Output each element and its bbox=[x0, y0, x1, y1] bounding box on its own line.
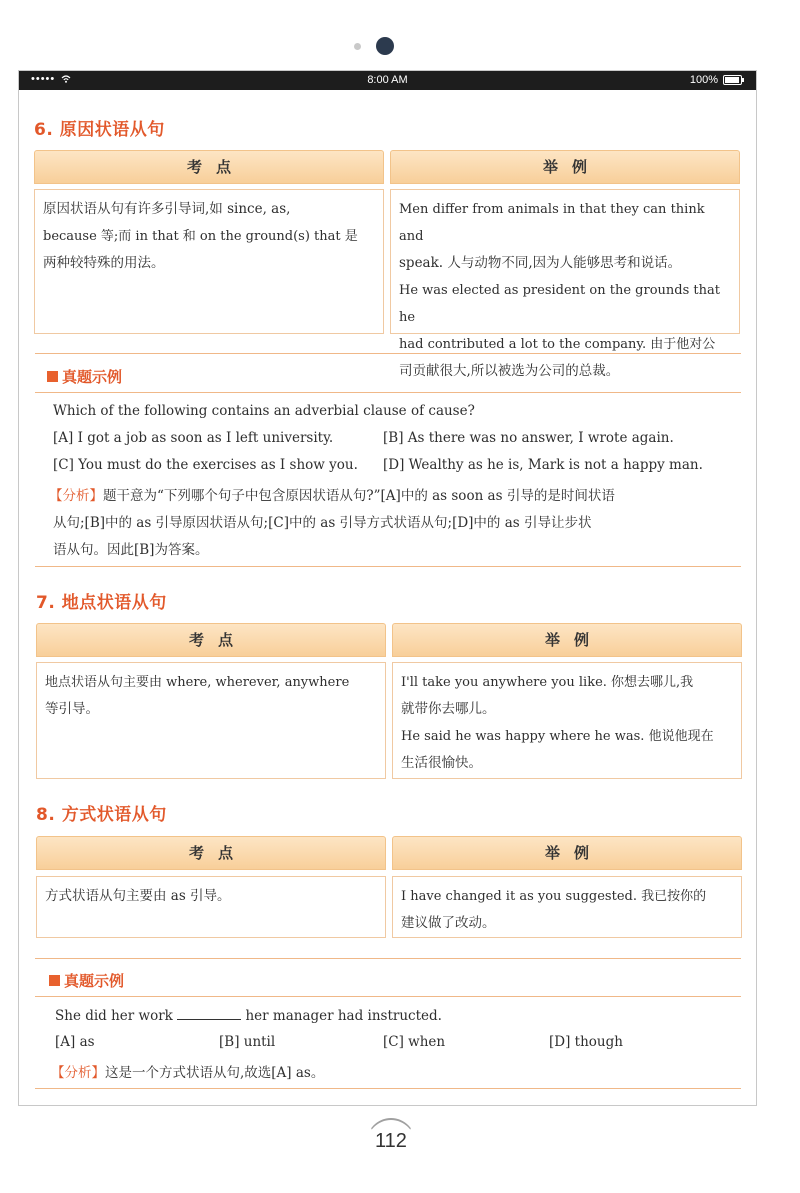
page-dot-active[interactable] bbox=[376, 37, 394, 55]
example-line: 就带你去哪儿。 bbox=[401, 701, 496, 717]
signal-dots: ••••• bbox=[31, 73, 56, 85]
exam-1-analysis-line-3: 语从句。因此[B]为答案。 bbox=[53, 542, 209, 558]
section-7-example-cell bbox=[392, 662, 742, 779]
exam-1-option-c: [C] You must do the exercises as I show you. bbox=[53, 457, 358, 473]
section-6-example-cell bbox=[390, 189, 740, 379]
section-6-title: 6. 原因状语从句 bbox=[34, 120, 165, 140]
example-line: 生活很愉快。 bbox=[401, 755, 482, 771]
exam-1-title-rule bbox=[35, 392, 741, 393]
device-frame bbox=[18, 70, 757, 1106]
section-7-point-cell bbox=[36, 662, 386, 779]
page-number-text: 112 bbox=[375, 1130, 407, 1152]
analysis-tag: 【分析】 bbox=[51, 1065, 105, 1081]
example-line: Men differ from animals in that they can think and bbox=[399, 202, 705, 244]
square-bullet-icon bbox=[49, 975, 60, 986]
section-6-example-header: 举例 bbox=[390, 150, 740, 184]
exam-1-option-b: [B] As there was no answer, I wrote again. bbox=[383, 430, 674, 446]
page-number bbox=[366, 1118, 416, 1168]
point-line: 等引导。 bbox=[45, 701, 99, 717]
point-line: because 等;而 in that 和 on the ground(s) that 是 bbox=[43, 229, 358, 244]
example-line: He was elected as president on the grounds that he bbox=[399, 283, 720, 325]
section-6-point-cell bbox=[34, 189, 384, 334]
section-7-title: 7. 地点状语从句 bbox=[36, 593, 167, 613]
exam-2-option-a: [A] as bbox=[55, 1034, 95, 1050]
section-8-example-cell bbox=[392, 876, 742, 938]
analysis-text: 题干意为“下列哪个句子中包含原因状语从句?”[A]中的 as soon as 引导的是时间状语 bbox=[103, 488, 615, 504]
exam-2-title-text: 真题示例 bbox=[64, 972, 125, 990]
section-8-point-header: 考点 bbox=[36, 836, 386, 870]
status-bar bbox=[19, 71, 756, 90]
square-bullet-icon bbox=[47, 371, 58, 382]
exam-2-analysis bbox=[51, 1061, 324, 1081]
section-6-point-header: 考点 bbox=[34, 150, 384, 184]
example-line: He said he was happy where he was. 他说他现在 bbox=[401, 729, 714, 744]
page-dot-inactive[interactable] bbox=[354, 43, 361, 50]
exam-2-option-b: [B] until bbox=[219, 1034, 276, 1050]
exam-2-option-d: [D] though bbox=[549, 1034, 623, 1050]
point-line: 两种较特殊的用法。 bbox=[43, 255, 165, 271]
point-line: 方式状语从句主要由 as 引导。 bbox=[45, 888, 231, 904]
example-line: I have changed it as you suggested. 我已按你的 bbox=[401, 889, 707, 904]
analysis-tag: 【分析】 bbox=[49, 488, 103, 504]
exam-2-option-c: [C] when bbox=[383, 1034, 446, 1050]
exam-1-question: Which of the following contains an adverbial clause of cause? bbox=[53, 403, 475, 419]
question-before-blank: She did her work bbox=[55, 1008, 173, 1024]
example-line: 司贡献很大,所以被选为公司的总裁。 bbox=[399, 363, 620, 379]
battery-status bbox=[690, 74, 742, 86]
exam-1-option-d: [D] Wealthy as he is, Mark is not a happy man. bbox=[383, 457, 703, 473]
answer-blank bbox=[177, 1007, 241, 1020]
section-8-title: 8. 方式状语从句 bbox=[36, 805, 167, 825]
analysis-text: 这是一个方式状语从句,故选[A] as。 bbox=[105, 1065, 325, 1081]
section-7-point-header: 考点 bbox=[36, 623, 386, 657]
example-line: had contributed a lot to the company. 由于他对公 bbox=[399, 337, 716, 352]
battery-icon bbox=[723, 75, 742, 85]
page-indicator[interactable] bbox=[354, 36, 404, 58]
exam-2-title bbox=[49, 970, 124, 991]
section-8-point-cell bbox=[36, 876, 386, 938]
exam-2-bottom-rule bbox=[35, 1088, 741, 1089]
exam-2-question bbox=[55, 1007, 442, 1024]
example-line: I'll take you anywhere you like. 你想去哪儿,我 bbox=[401, 675, 694, 690]
exam-1-title-text: 真题示例 bbox=[62, 368, 123, 386]
point-line: 地点状语从句主要由 where, wherever, anywhere bbox=[45, 675, 350, 690]
section-7-example-header: 举例 bbox=[392, 623, 742, 657]
exam-1-bottom-rule bbox=[35, 566, 741, 567]
point-line: 原因状语从句有许多引导词,如 since, as, bbox=[43, 201, 291, 217]
example-line: 建议做了改动。 bbox=[401, 915, 496, 931]
battery-percent: 100% bbox=[689, 74, 718, 86]
exam-1-analysis-line-1 bbox=[49, 484, 615, 504]
status-time: 8:00 AM bbox=[367, 74, 408, 86]
exam-2-title-rule bbox=[35, 996, 741, 997]
exam-2-top-rule bbox=[35, 958, 741, 959]
exam-1-title bbox=[47, 366, 122, 387]
question-after-blank: her manager had instructed. bbox=[245, 1008, 442, 1024]
exam-1-option-a: [A] I got a job as soon as I left university. bbox=[53, 430, 334, 446]
exam-1-top-rule bbox=[35, 353, 741, 354]
example-line: speak. 人与动物不同,因为人能够思考和说话。 bbox=[399, 255, 682, 271]
exam-1-analysis-line-2: 从句;[B]中的 as 引导原因状语从句;[C]中的 as 引导方式状语从句;[D]中的 as 引导让步状 bbox=[53, 515, 592, 531]
section-8-example-header: 举例 bbox=[392, 836, 742, 870]
